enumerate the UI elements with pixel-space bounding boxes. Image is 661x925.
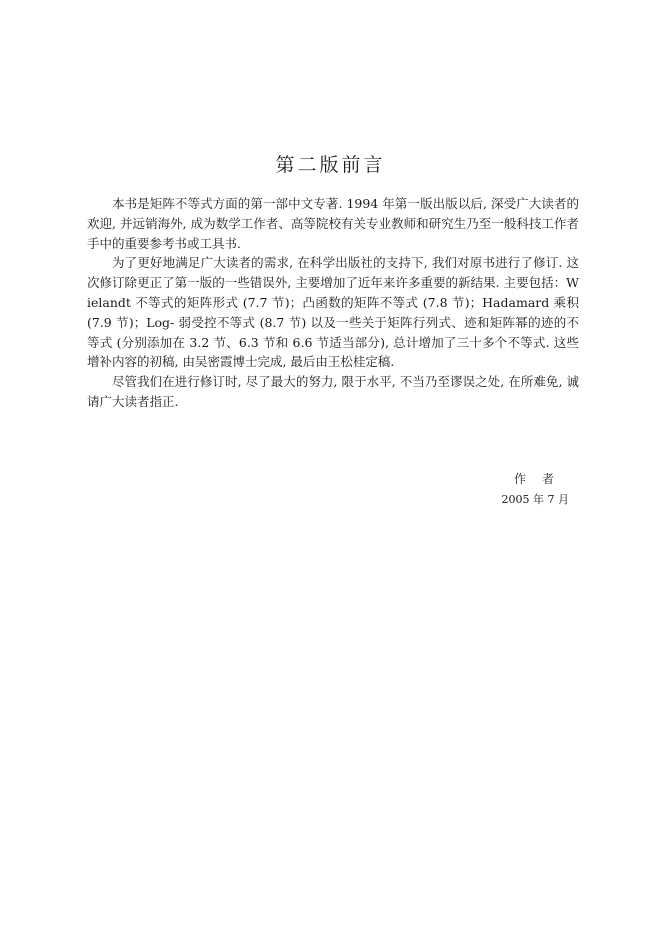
paragraph-2: 为了更好地满足广大读者的需求, 在科学出版社的支持下, 我们对原书进行了修订. 这次修订除更正了第一版的一些错误外, 主要增加了近年来许多重要的新结果. 主要包括：Wielandt 不等式的矩阵形式 (7.7 节)；凸函数的矩阵不等式 (7.8 节)；Hadamard 乘积 (7.9 节)；Log- 弱受控不等式 (8.7 节) 以及一些关于矩阵行列式、迹和矩阵幂的迹的不等式 (分别添加在 3.2 节、6.3 节和 6.6 节适当部分), 总计增加了三十多个不等式. 这些增补内容的初稿, 由吴密霞博士完成, 最后由王松桂定稿. (87, 255, 579, 370)
signature-author: 作 者 (513, 472, 556, 486)
preface-body (87, 194, 579, 412)
paragraph-1: 本书是矩阵不等式方面的第一部中文专著. 1994 年第一版出版以后, 深受广大读者的欢迎, 并远销海外, 成为数学工作者、高等院校有关专业教师和研究生乃至一般科技工作者手中的重要参考书或工具书. (87, 196, 579, 251)
page-title: 第二版前言 (275, 154, 386, 176)
paragraph-3: 尽管我们在进行修订时, 尽了最大的努力, 限于水平, 不当乃至谬误之处, 在所难免, 诚请广大读者指正. (87, 374, 579, 409)
signature-date: 2005 年 7 月 (501, 493, 569, 506)
